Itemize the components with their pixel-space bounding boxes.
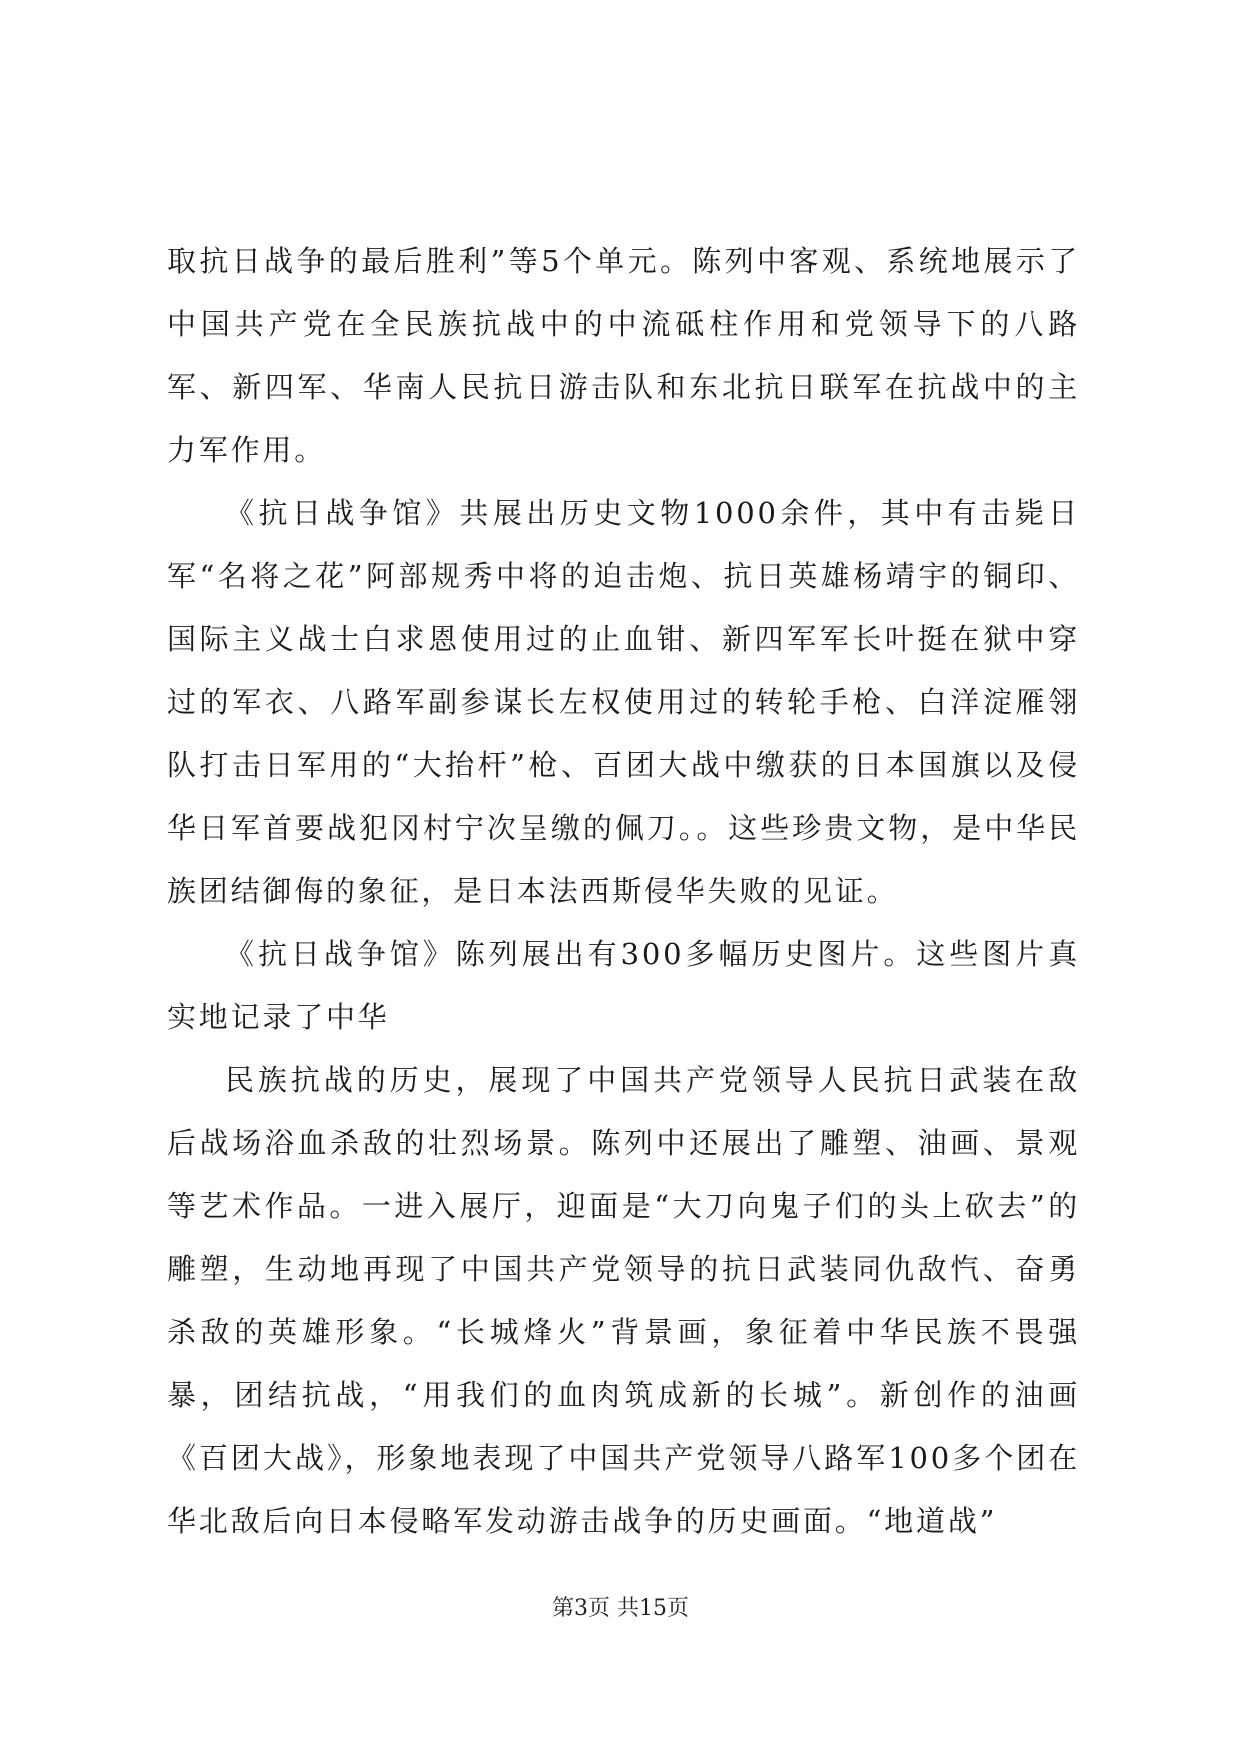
paragraph-4: 民族抗战的历史，展现了中国共产党领导人民抗日武装在敌后战场浴血杀敌的壮烈场景。陈列中还展出了雕塑、油画、景观等艺术作品。一进入展厅，迎面是“大刀向鬼子们的头上砍去”的雕塑，生动地再现了中国共产党领导的抗日武装同仇敌忾、奋勇杀敌的英雄形象。“长城烽火”背景画，象征着中华民族不畏强暴，团结抗战，“用我们的血肉筑成新的长城”。新创作的油画《百团大战》，形象地表现了中国共产党领导八路军100多个团在华北敌后向日本侵略军发动游击战争的历史画面。“地道战” [167,1063,1080,1538]
document-body [167,230,1080,1553]
paragraph-3: 《抗日战争馆》陈列展出有300多幅历史图片。这些图片真实地记录了中华 [167,937,1080,1034]
paragraph-2: 《抗日战争馆》共展出历史文物1000余件，其中有击毙日军“名将之花”阿部规秀中将的迫击炮、抗日英雄杨靖宇的铜印、国际主义战士白求恩使用过的止血钳、新四军军长叶挺在狱中穿过的军衣、八路军副参谋长左权使用过的转轮手枪、白洋淀雁翎队打击日军用的“大抬杆”枪、百团大战中缴获的日本国旗以及侵华日军首要战犯冈村宁次呈缴的佩刀。。这些珍贵文物，是中华民族团结御侮的象征，是日本法西斯侵华失败的见证。 [167,496,1080,908]
page-number-indicator: 第3页 共15页 [552,1596,689,1621]
paragraph-1: 取抗日战争的最后胜利”等5个单元。陈列中客观、系统地展示了中国共产党在全民族抗战中的中流砥柱作用和党领导下的八路军、新四军、华南人民抗日游击队和东北抗日联军在抗战中的主力军作用。 [167,244,1080,467]
page-footer [0,1594,1241,1624]
